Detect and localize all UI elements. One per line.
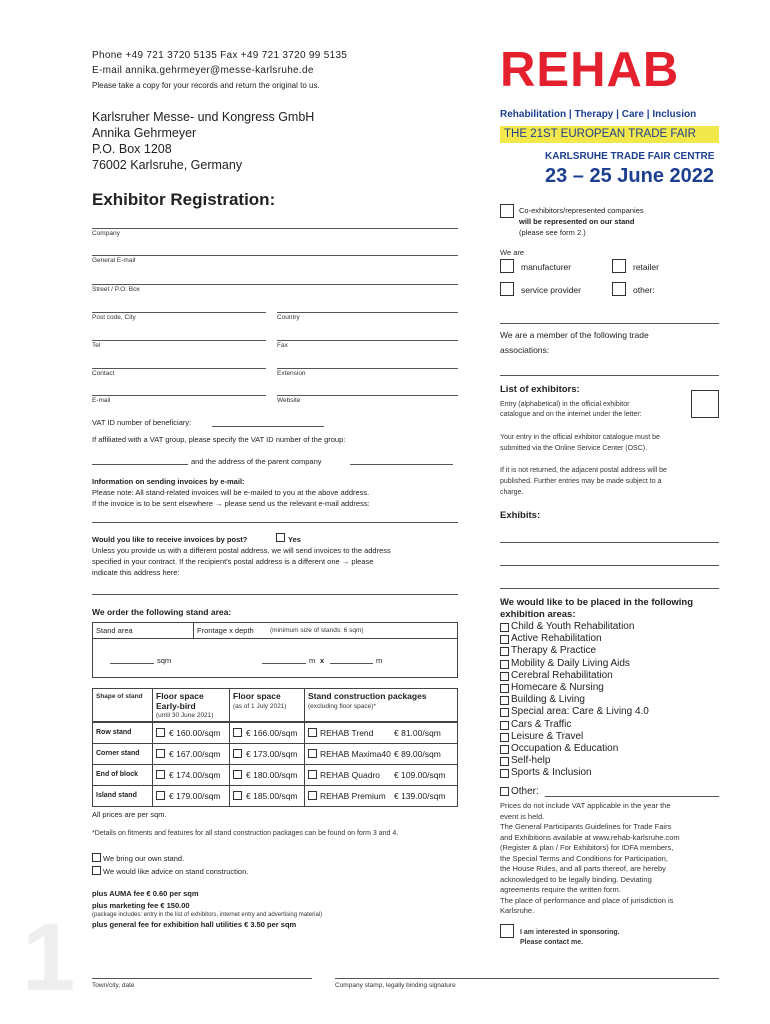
tel-label: Tel [92,342,101,349]
copy-note: Please take a copy for your records and return the original to us. [92,81,320,90]
address-line: P.O. Box 1208 [92,142,172,156]
area-other-checkbox[interactable] [500,787,509,796]
terms-line: the House Rules, and all parts thereof, are hereby [500,864,666,873]
early-bird-header: Floor space [156,691,204,701]
area-checkbox[interactable] [500,769,509,778]
sponsoring-checkbox[interactable] [500,924,514,938]
area-other-label: Other: [511,786,539,797]
area-label: Occupation & Education [511,743,619,754]
terms-line: the Special Terms and Conditions for Participation, [500,853,668,863]
shape-header: Shape of stand [96,693,143,700]
town-date-label: Town/city, date [92,982,135,989]
terms-line: and Exhibitions available at www.rehab-karlsruhe.com [500,832,680,842]
early-bird-checkbox[interactable] [156,728,165,737]
letter-input-box[interactable] [691,390,719,418]
other-type-field[interactable] [500,323,719,324]
signature-label: Company stamp, legally binding signature [335,982,456,989]
frontage-field[interactable] [262,663,306,664]
terms-line: event is held. [500,811,545,821]
advice-checkbox[interactable] [92,866,101,875]
street-field[interactable] [92,284,458,285]
terms-line: Prices do not include VAT applicable in the year the [500,801,671,810]
list-text: catalogue and on the internet under the letter: [500,411,642,418]
early-bird-date: (until 30 June 2021) [156,712,214,719]
floor-price: € 166.00/sqm [246,728,298,738]
vat-id-label: VAT ID number of beneficiary: [92,418,192,427]
area-checkbox[interactable] [500,635,509,644]
post-note: specified in your contract. If the recipient's postal address is a different one → please [92,557,374,566]
email-field[interactable] [92,395,266,396]
package-includes-note: (package includes: entry in the list of exhibitors, internet entry and advertising material) [92,912,323,918]
other-type-label: other: [633,285,655,295]
postcode-field[interactable] [92,312,266,313]
early-bird-checkbox[interactable] [156,791,165,800]
stand-area-divider [92,638,458,639]
package-checkbox[interactable] [308,728,317,737]
logo-dates: 23 – 25 June 2022 [545,165,715,187]
town-date-field[interactable] [92,978,312,979]
area-label: Sports & Inclusion [511,767,592,779]
return-text: published. Further entries may be made subject to a [500,478,662,485]
area-checkbox[interactable] [500,745,509,754]
invoice-info-text: Please note: All stand-related invoices will be e-mailed to you at the above address. [92,488,370,497]
list-text: Entry (alphabetical) in the official exhibitor [500,401,630,408]
terms-line: The General Participants Guidelines for Trade Fairs [500,822,672,831]
min-size-note: (minimum size of stands: 6 sqm) [270,627,364,634]
post-yes-label: Yes [288,535,301,544]
country-field[interactable] [277,312,458,313]
package-price: € 139.00/sqm [394,791,446,801]
area-label: Leisure & Travel [511,730,584,742]
floor-price: € 180.00/sqm [246,770,298,780]
return-text: charge. [500,489,524,496]
coexhibitors-checkbox[interactable] [500,204,514,218]
vat-id-field[interactable] [212,426,324,427]
terms-line: acknowledged to be legally binding. Deviating [500,874,652,884]
postal-address-field[interactable] [92,594,458,595]
exhibits-field[interactable] [500,588,719,589]
extension-label: Extension [277,370,306,377]
floor-price-checkbox[interactable] [233,728,242,737]
sponsoring-text: Please contact me. [520,939,584,946]
area-checkbox[interactable] [500,721,509,730]
postcode-label: Post code, City [92,314,136,321]
area-label: Therapy & Practice [511,645,597,657]
depth-unit: m [376,656,383,665]
area-label: Mobility & Daily Living Aids [511,657,630,669]
terms-line: agreements require the written form. [500,885,621,894]
contact-field[interactable] [92,368,266,369]
own-stand-checkbox[interactable] [92,853,101,862]
coexhibitors-text: (please see form 2.) [519,228,586,237]
post-note: Unless you provide us with a different postal address, we will send invoices to the address [92,546,391,555]
floor-header: Floor space [233,691,281,701]
general-email-label: General E-mail [92,257,136,264]
entry-text: Your entry in the official exhibitor catalogue must be [500,434,660,441]
package-name: REHAB Quadro [320,770,380,780]
address-line: 76002 Karlsruhe, Germany [92,158,243,172]
areas-title: exhibition areas: [500,609,576,620]
package-checkbox[interactable] [308,770,317,779]
invoice-info-title: Information on sending invoices by e-mail: [92,477,245,486]
address-line: Annika Gehrmeyer [92,126,197,140]
stand-title: We order the following stand area: [92,607,232,617]
area-checkbox[interactable] [500,660,509,669]
page-number: 1 [22,904,76,1011]
frontage-unit: m [309,656,316,665]
entry-text: submitted via the Online Service Center (OSC). [500,445,648,452]
area-checkbox[interactable] [500,708,509,717]
exhibits-field[interactable] [500,542,719,543]
parent-company-field[interactable] [350,464,453,465]
associations-field[interactable] [500,375,719,376]
early-bird-header: Early-bird [156,701,196,711]
extension-field[interactable] [277,368,458,369]
advice-label: We would like advice on stand construction. [103,867,249,876]
frontage-label: Frontage x depth [197,626,254,635]
area-label: Special area: Care & Living 4.0 [511,706,649,718]
retailer-label: retailer [633,262,659,272]
company-field[interactable] [92,228,458,229]
package-checkbox[interactable] [308,749,317,758]
return-text: If it is not returned, the adjacent postal address will be [500,467,667,474]
phone-fax: Phone +49 721 3720 5135 Fax +49 721 3720 99 5135 [92,50,348,61]
we-are-label: We are [500,248,525,257]
area-label: Active Rehabilitation [511,633,602,645]
package-price: € 81.00/sqm [394,728,441,738]
other-type-checkbox[interactable] [612,282,626,296]
retailer-checkbox[interactable] [612,259,626,273]
sqm-field[interactable] [110,663,154,664]
terms-line: (Register & plan / For Exhibitors) for IDFA members, [500,843,674,852]
list-title: List of exhibitors: [500,384,580,395]
package-name: REHAB Trend [320,728,374,738]
parent-company-label: and the address of the parent company [191,457,322,466]
area-label: Building & Living [511,694,585,706]
contact-email: E-mail annika.gehrmeyer@messe-karlsruhe.de [92,65,314,76]
post-question: Would you like to receive invoices by post? [92,535,248,544]
area-label: Child & Youth Rehabilitation [511,621,635,632]
early-bird-price: € 160.00/sqm [169,728,221,738]
area-checkbox[interactable] [500,623,509,632]
stand-shape: Row stand [96,729,132,736]
area-label: Cars & Traffic [511,718,572,730]
member-label: We are a member of the following trade [500,330,649,340]
rehab-logo: REHAB [500,43,680,97]
company-label: Company [92,230,120,237]
fax-field[interactable] [277,340,458,341]
manufacturer-checkbox[interactable] [500,259,514,273]
logo-fair-banner [500,126,719,143]
form-title: Exhibitor Registration: [92,190,276,209]
area-label: Cerebral Rehabilitation [511,669,613,681]
logo-fair-text: THE 21ST EUROPEAN TRADE FAIR [504,128,696,140]
times-sign: x [320,656,325,665]
terms-line: Karlsruhe. [500,906,535,915]
floor-header-date: (as of 1 July 2021) [233,703,287,710]
floor-price-checkbox[interactable] [233,749,242,758]
logo-tagline: Rehabilitation | Therapy | Care | Inclusion [500,109,697,120]
website-field[interactable] [277,395,458,396]
terms-line: The place of performance and place of jurisdiction is [500,895,674,905]
coexhibitors-text: Co-exhibitors/represented companies [519,206,644,215]
member-label: associations: [500,345,550,355]
invoice-info-text: If the invoice is to be sent elsewhere → please send us the relevant e-mail address: [92,499,370,508]
package-name: REHAB Maxima40 [320,749,391,759]
early-bird-price: € 179.00/sqm [169,791,221,801]
street-label: Street / P.O. Box [92,286,140,293]
stand-shape: End of block [96,771,138,778]
sqm-unit: sqm [157,656,172,665]
stand-area-divider [193,622,194,638]
manufacturer-label: manufacturer [521,262,572,272]
area-checkbox[interactable] [500,672,509,681]
post-yes-checkbox[interactable] [276,533,285,542]
vat-group-label: If affiliated with a VAT group, please specify the VAT ID number of the group: [92,435,346,444]
tel-field[interactable] [92,340,266,341]
package-checkbox[interactable] [308,791,317,800]
marketing-fee: plus marketing fee € 150.00 [92,901,190,910]
area-label: Homecare & Nursing [511,682,604,693]
floor-price-checkbox[interactable] [233,791,242,800]
area-checkbox[interactable] [500,733,509,742]
packages-header: Stand construction packages [308,691,427,701]
service-provider-label: service provider [521,285,581,295]
area-checkbox[interactable] [500,696,509,705]
area-label: Self-help [511,755,551,767]
stand-shape: Island stand [96,792,137,799]
areas-title: We would like to be placed in the following [500,597,694,608]
auma-fee: plus AUMA fee € 0.60 per sqm [92,889,199,898]
coexhibitors-text: will be represented on our stand [519,217,635,226]
service-provider-checkbox[interactable] [500,282,514,296]
floor-price: € 185.00/sqm [246,791,298,801]
area-checkbox[interactable] [500,684,509,693]
area-checkbox[interactable] [500,757,509,766]
area-checkbox[interactable] [500,647,509,656]
stand-shape: Corner stand [96,750,140,757]
sponsoring-text: I am interested in sponsoring. [520,929,620,936]
depth-field[interactable] [330,663,373,664]
logo-venue: KARLSRUHE TRADE FAIR CENTRE [545,151,715,162]
address-line: Karlsruher Messe- und Kongress GmbH [92,110,315,124]
utilities-fee: plus general fee for exhibition hall utilities € 3.50 per sqm [92,920,297,929]
floor-price-checkbox[interactable] [233,770,242,779]
email-label: E-mail [92,397,111,404]
area-other-field[interactable] [545,796,719,797]
package-price: € 109.00/sqm [394,770,446,780]
details-note: *Details on fitments and features for all stand construction packages can be found on form 3 and 4. [92,830,399,837]
early-bird-price: € 174.00/sqm [169,770,221,780]
stand-area-label: Stand area [96,626,133,635]
exhibits-field[interactable] [500,565,719,566]
early-bird-price: € 167.00/sqm [169,749,221,759]
package-price: € 89.00/sqm [394,749,441,759]
signature-field[interactable] [335,978,719,979]
website-label: Website [277,397,301,404]
floor-price: € 173.00/sqm [246,749,298,759]
general-email-field[interactable] [92,255,458,256]
country-label: Country [277,314,300,321]
fax-label: Fax [277,342,288,349]
vat-group-field[interactable] [92,464,188,465]
exhibits-title: Exhibits: [500,510,541,521]
early-bird-checkbox[interactable] [156,770,165,779]
post-note: indicate this address here: [92,568,180,577]
early-bird-checkbox[interactable] [156,749,165,758]
package-name: REHAB Premium [320,791,386,801]
contact-label: Contact [92,370,115,377]
packages-header-note: (excluding floor space)* [308,703,376,710]
all-prices-note: All prices are per sqm. [92,810,167,819]
invoice-email-field[interactable] [92,522,458,523]
own-stand-label: We bring our own stand. [103,854,185,863]
